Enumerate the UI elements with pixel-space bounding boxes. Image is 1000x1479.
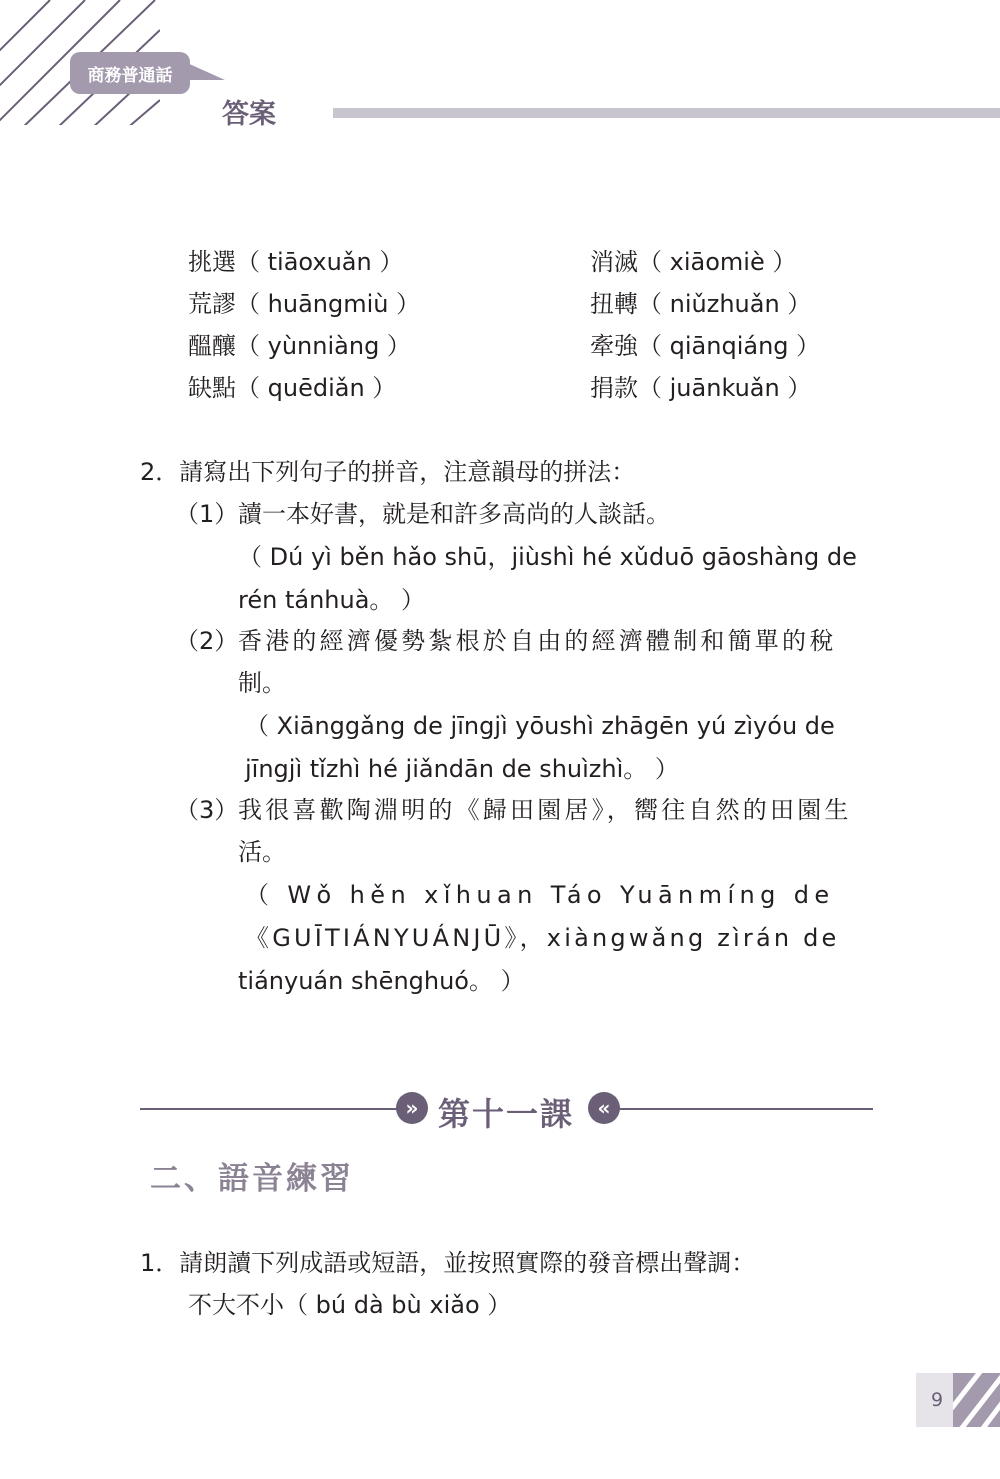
word-item: 缺點（ quēdiǎn ） [188, 374, 397, 402]
book-title-tag: 商務普通話 [70, 52, 190, 94]
item-2-label: （2） [175, 627, 239, 655]
item-3-answer-line: （ Wǒ hěn xǐhuan Táo Yuānmíng de [245, 881, 835, 909]
divider-line-right [618, 1108, 873, 1110]
word-item: 挑選（ tiāoxuǎn ） [188, 248, 404, 276]
section-2-example: 不大不小（ bú dà bù xiǎo ） [188, 1291, 512, 1319]
page-number: 9 [916, 1373, 958, 1427]
word-item: 捐款（ juānkuǎn ） [590, 374, 812, 402]
item-1-answer-line: （ Dú yì běn hǎo shū，jiùshì hé xǔduō gāoshàng de [238, 543, 857, 571]
section-2-title: 二、語音練習 [150, 1161, 354, 1197]
word-item: 消滅（ xiāomiè ） [590, 248, 797, 276]
item-1-label: （1） [175, 500, 239, 528]
lesson-title: 第十一課 [438, 1095, 575, 1133]
tag-speech-tail [185, 62, 225, 82]
item-3-sentence: 活。 [238, 838, 286, 866]
item-3-answer-line: 《GUĪTIÁNYUÁNJŪ》，xiàngwǎng zìrán de [245, 924, 840, 952]
item-3-answer-line: tiányuán shēnghuó。 ） [238, 967, 525, 995]
chevron-right-icon: » [396, 1092, 428, 1124]
section-2-question-1-prompt: 1．請朗讀下列成語或短語，並按照實際的發音標出聲調： [140, 1249, 756, 1277]
item-1-sentence: 讀一本好書，就是和許多高尚的人談話。 [238, 500, 670, 528]
item-2-answer-line: jīngjì tǐzhì hé jiǎndān de shuìzhì。 ） [245, 755, 679, 783]
header-bar [333, 108, 1000, 118]
item-3-sentence: 我很喜歡陶淵明的《歸田園居》，嚮往自然的田園生 [238, 796, 852, 824]
item-2-sentence: 香港的經濟優勢紮根於自由的經濟體制和簡單的稅 [238, 627, 837, 655]
section-heading: 答案 [222, 99, 276, 130]
item-3-label: （3） [175, 796, 239, 824]
chevron-left-icon: « [588, 1092, 620, 1124]
item-1-answer-line: rén tánhuà。 ） [238, 586, 426, 614]
word-item: 扭轉（ niǔzhuǎn ） [590, 290, 812, 318]
word-item: 荒謬（ huāngmiù ） [188, 290, 421, 318]
item-2-sentence: 制。 [238, 669, 286, 697]
page-corner-stripes [953, 1373, 1000, 1427]
question-2-prompt: 2．請寫出下列句子的拼音，注意韻母的拼法： [140, 458, 636, 486]
word-item: 牽強（ qiānqiáng ） [590, 332, 821, 360]
divider-line-left [140, 1108, 398, 1110]
item-2-answer-line: （ Xiānggǎng de jīngjì yōushì zhāgēn yú zìyóu de [245, 712, 835, 740]
word-item: 醞釀（ yùnniàng ） [188, 332, 411, 360]
